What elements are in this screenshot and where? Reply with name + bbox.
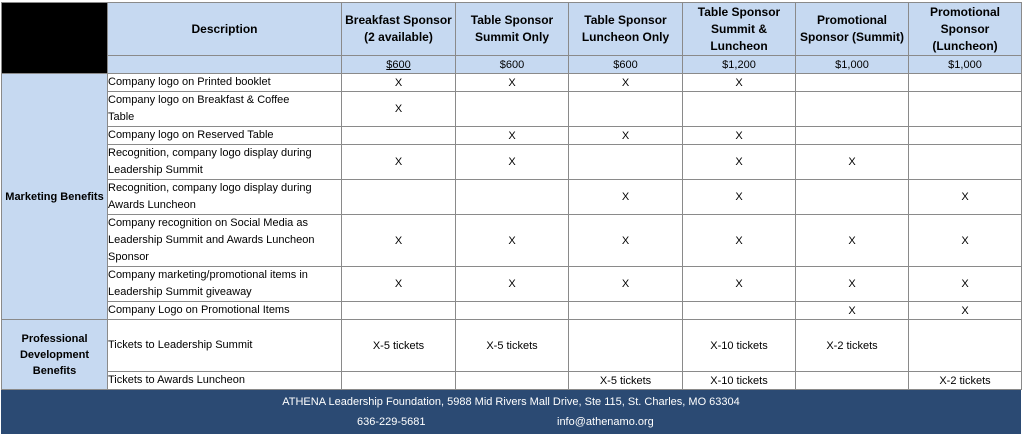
footer-address: ATHENA Leadership Foundation, 5988 Mid Rivers Mall Drive, Ste 115, St. Charles, MO 63304 — [282, 396, 740, 408]
benefit-cell — [456, 302, 569, 320]
benefit-cell: X — [683, 215, 796, 267]
corner-cell — [2, 3, 108, 74]
tier-header-table-both: Table Sponsor Summit & Luncheon — [683, 3, 796, 56]
benefit-cell: X — [909, 180, 1022, 215]
benefit-description: Company marketing/promotional items in Leadership Summit giveaway — [108, 267, 342, 302]
benefit-cell — [569, 92, 683, 127]
benefit-cell — [456, 92, 569, 127]
benefit-cell — [796, 372, 909, 390]
benefit-description: Company logo on Printed booklet — [108, 74, 342, 92]
benefit-cell — [796, 180, 909, 215]
benefit-description: Tickets to Leadership Summit — [108, 320, 342, 372]
table-row — [2, 127, 1022, 145]
benefit-cell — [683, 92, 796, 127]
benefit-cell: X — [683, 127, 796, 145]
price-table-summit: $600 — [456, 56, 569, 74]
benefit-cell: X — [569, 180, 683, 215]
benefit-cell — [456, 372, 569, 390]
benefit-cell — [909, 145, 1022, 180]
footer-phone: 636-229-5681 — [357, 416, 426, 428]
benefit-cell — [796, 92, 909, 127]
benefit-cell: X — [569, 215, 683, 267]
benefit-cell: X — [569, 74, 683, 92]
benefit-cell: X — [342, 145, 456, 180]
benefit-cell: X-10 tickets — [683, 372, 796, 390]
benefit-cell — [456, 180, 569, 215]
footer-bar — [1, 390, 1021, 434]
benefit-cell: X-5 tickets — [569, 372, 683, 390]
price-row — [2, 56, 1022, 74]
benefit-cell: X — [456, 267, 569, 302]
benefit-cell — [342, 180, 456, 215]
price-promo-luncheon: $1,000 — [909, 56, 1022, 74]
benefit-description: Company logo on Reserved Table — [108, 127, 342, 145]
benefit-cell: X — [796, 302, 909, 320]
benefit-cell: X — [342, 267, 456, 302]
sponsorship-table — [1, 2, 1022, 390]
benefit-cell: X — [456, 215, 569, 267]
tier-header-row — [2, 3, 1022, 56]
price-breakfast: $600 — [342, 56, 456, 74]
benefit-cell — [796, 127, 909, 145]
benefit-cell: X-10 tickets — [683, 320, 796, 372]
benefit-cell — [909, 92, 1022, 127]
benefit-cell: X — [796, 145, 909, 180]
benefit-cell: X — [456, 74, 569, 92]
benefit-description: Recognition, company logo display during Leadership Summit — [108, 145, 342, 180]
benefit-cell: X — [456, 127, 569, 145]
benefit-description: Recognition, company logo display during Awards Luncheon — [108, 180, 342, 215]
benefit-cell: X — [909, 215, 1022, 267]
marketing-benefits-label: Marketing Benefits — [2, 74, 108, 320]
benefit-cell: X — [683, 145, 796, 180]
benefit-cell — [569, 320, 683, 372]
benefit-cell — [909, 127, 1022, 145]
table-row — [2, 320, 1022, 372]
benefit-cell: X — [569, 127, 683, 145]
table-row — [2, 215, 1022, 267]
table-row — [2, 74, 1022, 92]
description-header: Description — [108, 3, 342, 56]
benefit-description: Company logo on Breakfast & Coffee Table — [108, 92, 342, 127]
tier-header-table-luncheon: Table Sponsor Luncheon Only — [569, 3, 683, 56]
benefit-cell — [569, 145, 683, 180]
table-row — [2, 145, 1022, 180]
tier-header-promo-summit: Promotional Sponsor (Summit) — [796, 3, 909, 56]
benefit-cell: X-2 tickets — [796, 320, 909, 372]
benefit-cell: X — [342, 92, 456, 127]
benefit-cell — [796, 74, 909, 92]
table-row — [2, 302, 1022, 320]
price-promo-summit: $1,000 — [796, 56, 909, 74]
tier-header-breakfast: Breakfast Sponsor (2 available) — [342, 3, 456, 56]
benefit-cell: X-2 tickets — [909, 372, 1022, 390]
table-row — [2, 372, 1022, 390]
benefit-cell: X — [569, 267, 683, 302]
benefit-cell: X — [342, 74, 456, 92]
benefit-cell — [909, 74, 1022, 92]
benefit-description: Company Logo on Promotional Items — [108, 302, 342, 320]
table-row — [2, 267, 1022, 302]
benefit-cell: X — [683, 180, 796, 215]
benefit-description: Tickets to Awards Luncheon — [108, 372, 342, 390]
price-table-both: $1,200 — [683, 56, 796, 74]
benefit-cell — [342, 127, 456, 145]
benefit-description: Company recognition on Social Media as Leadership Summit and Awards Luncheon Sponsor — [108, 215, 342, 267]
benefit-cell — [683, 302, 796, 320]
benefit-cell: X — [796, 267, 909, 302]
price-description-blank — [108, 56, 342, 74]
benefit-cell — [342, 372, 456, 390]
benefit-cell: X-5 tickets — [456, 320, 569, 372]
benefit-cell: X — [909, 302, 1022, 320]
benefit-cell: X — [683, 74, 796, 92]
table-row — [2, 92, 1022, 127]
footer-email: info@athenamo.org — [557, 416, 654, 428]
benefit-cell — [909, 320, 1022, 372]
tier-header-table-summit: Table Sponsor Summit Only — [456, 3, 569, 56]
table-row — [2, 180, 1022, 215]
professional-development-label: Professional Development Benefits — [2, 320, 108, 390]
benefit-cell — [569, 302, 683, 320]
price-table-luncheon: $600 — [569, 56, 683, 74]
benefit-cell — [342, 302, 456, 320]
benefit-cell: X-5 tickets — [342, 320, 456, 372]
tier-header-promo-luncheon: Promotional Sponsor (Luncheon) — [909, 3, 1022, 56]
benefit-cell: X — [796, 215, 909, 267]
benefit-cell: X — [909, 267, 1022, 302]
benefit-cell: X — [683, 267, 796, 302]
benefit-cell: X — [342, 215, 456, 267]
benefit-cell: X — [456, 145, 569, 180]
